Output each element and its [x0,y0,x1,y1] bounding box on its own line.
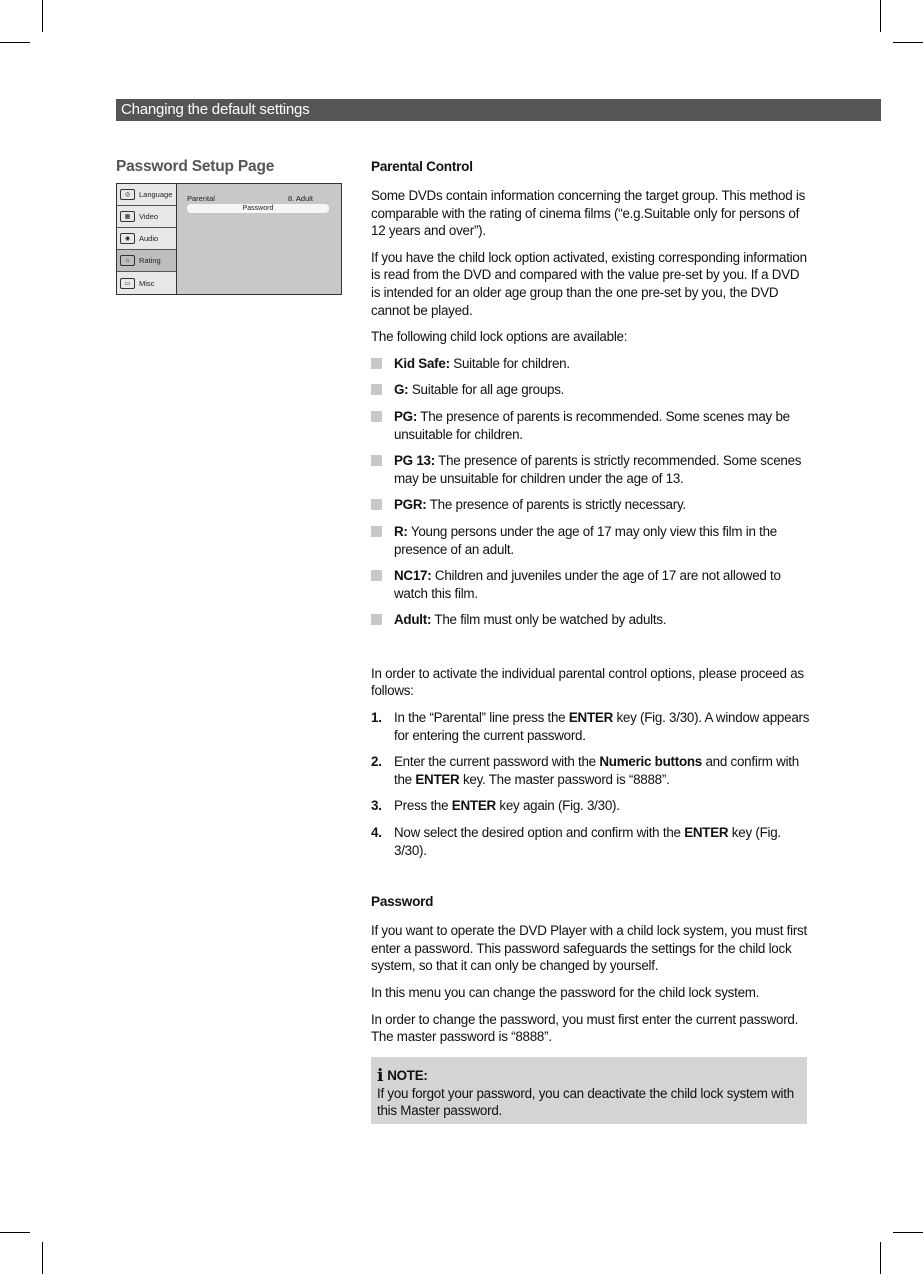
crop-mark [42,1242,43,1274]
paragraph: If you have the child lock option activated, existing corresponding information is read from the DVD and compared with the value pre-set by you. If a DVD is intended for an older age group than the one pre-set by you, the DVD cannot be played. [371,249,807,318]
menu-item-label: Misc [139,278,155,288]
step-text: Press the ENTER key again (Fig. 3/30). [394,798,620,814]
video-icon: ▦ [120,211,135,222]
option-kid-safe [371,355,811,373]
password-setup-menu-screenshot [116,183,342,295]
step-1 [371,709,811,744]
paragraph: Some DVDs contain information concerning the target group. This method is comparable with the rating of cinema films (“e.g.Suitable only for persons of 12 years and over”). [371,188,806,239]
step-text: In the “Parental” line press the ENTER key (Fig. 3/30). A window appears for entering the current password. [394,710,810,743]
crop-mark [0,1232,30,1233]
option-pgr [371,496,811,514]
option-text: Kid Safe: Suitable for children. [394,355,570,371]
crop-mark [42,0,43,32]
step-number: 2. [371,754,382,770]
menu-item-label: Video [139,212,159,221]
menu-item-misc [117,272,176,294]
option-text: NC17: Children and juveniles under the age of 17 are not allowed to watch this film. [394,568,781,601]
language-icon: ◎ [120,189,135,200]
menu-item-language [117,184,176,206]
option-text: PG 13: The presence of parents is strictly recommended. Some scenes may be unsuitable for children under the age of 13. [394,453,802,486]
step-text: Now select the desired option and confirm with the ENTER key (Fig. 3/30). [394,825,781,858]
procedure-intro: In order to activate the individual parental control options, please proceed as follows: [371,665,804,699]
step-text: Enter the current password with the Numeric buttons and confirm with the ENTER key. The master password is “8888”. [394,754,799,787]
bullet-square-icon [371,411,382,422]
main-text-column [371,158,811,1055]
option-text: PG: The presence of parents is recommended. Some scenes may be unsuitable for children. [394,408,790,442]
note-title: NOTE: [387,1068,428,1083]
step-number: 3. [371,798,382,814]
step-4 [371,824,811,859]
parental-value: 8. Adult [287,194,313,203]
crop-mark [880,1242,881,1274]
menu-sidebar [117,184,177,294]
option-pg [371,408,811,443]
password-heading: Password [371,894,434,910]
bullet-square-icon [371,614,382,625]
parental-label: Parental [187,194,215,203]
bullet-square-icon [371,384,382,395]
note-header [377,1067,807,1085]
step-2 [371,753,811,788]
paragraph: If you want to operate the DVD Player with a child lock system, you must first enter a password. This password safeguards the settings for the child lock system, so that it can only be changed by yourself. [371,923,807,974]
menu-item-rating [117,250,176,272]
note-box [371,1057,807,1124]
audio-icon: ◉ [120,233,135,244]
menu-item-video [117,206,176,228]
option-g [371,381,811,399]
paragraph: In this menu you can change the password for the child lock system. [371,985,760,1000]
section-title-bar: Changing the default settings [116,99,881,121]
rating-icon: ⌂ [120,255,135,266]
misc-icon: ▭ [120,278,135,289]
step-3 [371,797,811,815]
crop-mark [0,42,30,43]
option-adult [371,611,811,629]
parental-control-heading: Parental Control [371,159,473,174]
paragraph: The following child lock options are available: [371,329,628,345]
menu-figure-title: Password Setup Page [116,158,275,175]
option-text: PGR: The presence of parents is strictly necessary. [394,497,686,513]
crop-mark [880,0,881,32]
bullet-square-icon [371,455,382,466]
menu-item-label: Audio [139,234,159,243]
option-r [371,523,811,558]
menu-item-audio [117,228,176,250]
option-nc17 [371,567,811,602]
bullet-square-icon [371,526,382,537]
bullet-square-icon [371,358,382,369]
step-number: 1. [371,710,382,726]
paragraph: In order to change the password, you must first enter the current password. The master password is “8888”. [371,1011,799,1045]
menu-parental-row [187,194,333,203]
option-pg13 [371,452,811,487]
menu-item-label: Language [139,190,173,199]
option-text: Adult: The film must only be watched by adults. [394,612,667,628]
option-text: G: Suitable for all age groups. [394,382,565,398]
crop-mark [893,42,923,43]
menu-password-row: Password [187,204,329,213]
menu-item-label: Rating [139,256,161,265]
bullet-square-icon [371,570,382,581]
option-text: R: Young persons under the age of 17 may only view this film in the presence of an adult. [394,523,777,557]
crop-mark [893,1232,923,1233]
info-icon: i [377,1065,384,1086]
bullet-square-icon [371,499,382,510]
step-number: 4. [371,825,382,841]
note-text: If you forgot your password, you can deactivate the child lock system with this Master password. [377,1085,794,1119]
